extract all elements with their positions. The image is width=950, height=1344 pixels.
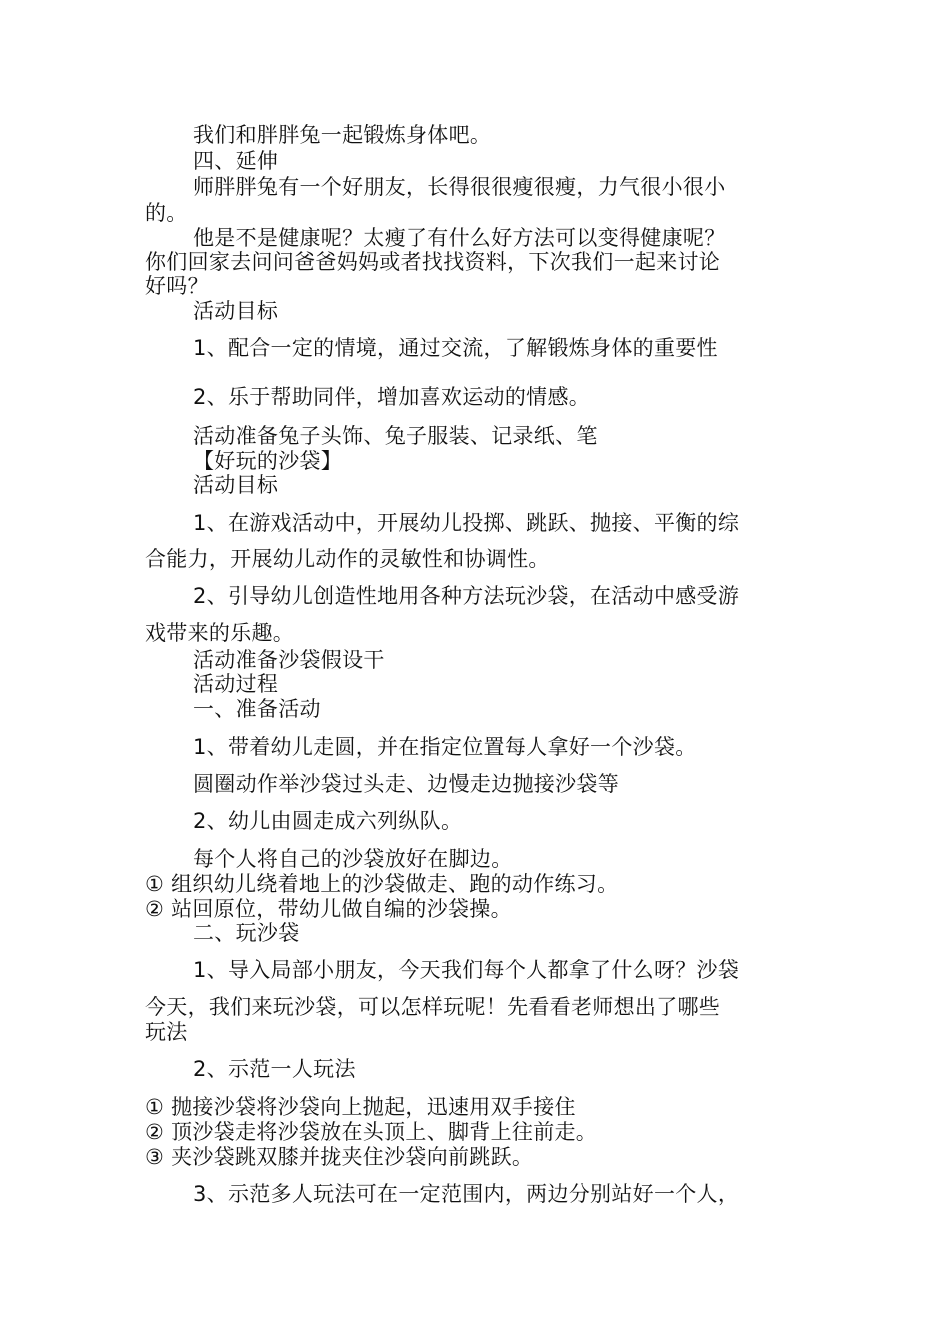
- text-line: 我们和胖胖兔一起锻炼身体吧。: [193, 123, 492, 147]
- text-line: 1、在游戏活动中，开展幼儿投掷、跳跃、抛接、平衡的综: [193, 511, 740, 535]
- section-heading: 活动目标: [193, 473, 279, 497]
- list-item: ① 组织幼儿绕着地上的沙袋做走、跑的动作练习。: [145, 872, 619, 896]
- section-heading: 一、准备活动: [193, 697, 321, 721]
- text-line: 每个人将自己的沙袋放好在脚边。: [193, 847, 513, 871]
- list-item: ② 站回原位，带幼儿做自编的沙袋操。: [145, 897, 512, 921]
- text-line: 2、幼儿由圆走成六列纵队。: [193, 809, 463, 833]
- text-line: 2、示范一人玩法: [193, 1057, 356, 1081]
- section-heading: 【好玩的沙袋】: [193, 449, 343, 473]
- text-line: 合能力，开展幼儿动作的灵敏性和协调性。: [145, 547, 550, 571]
- text-line: 的。: [145, 201, 188, 225]
- text-line: 2、乐于帮助同伴，增加喜欢运动的情感。: [193, 385, 591, 409]
- text-line: 活动准备沙袋假设干: [193, 648, 385, 672]
- section-heading: 活动过程: [193, 672, 279, 696]
- text-line: 师胖胖兔有一个好朋友，长得很很瘦很瘦，力气很小很小: [193, 175, 726, 199]
- text-line: 他是不是健康呢？太瘦了有什么好方法可以变得健康呢？: [193, 226, 726, 250]
- text-line: 玩法: [145, 1020, 188, 1044]
- text-line: 圆圈动作举沙袋过头走、边慢走边抛接沙袋等: [193, 772, 619, 796]
- text-line: 2、引导幼儿创造性地用各种方法玩沙袋，在活动中感受游: [193, 584, 740, 608]
- list-item: ① 抛接沙袋将沙袋向上抛起，迅速用双手接住: [145, 1095, 576, 1119]
- text-line: 1、导入局部小朋友，今天我们每个人都拿了什么呀？沙袋: [193, 958, 740, 982]
- section-heading: 二、玩沙袋: [193, 921, 300, 945]
- text-line: 3、示范多人玩法可在一定范围内，两边分别站好一个人，: [193, 1182, 740, 1206]
- text-line: 1、配合一定的情境，通过交流，了解锻炼身体的重要性: [193, 336, 718, 360]
- text-line: 你们回家去问问爸爸妈妈或者找找资料，下次我们一起来讨论: [145, 250, 721, 274]
- text-line: 好吗？: [145, 274, 209, 298]
- text-line: 活动准备兔子头饰、兔子服装、记录纸、笔: [193, 424, 598, 448]
- text-line: 1、带着幼儿走圆，并在指定位置每人拿好一个沙袋。: [193, 735, 697, 759]
- text-line: 今天，我们来玩沙袋，可以怎样玩呢！先看看老师想出了哪些: [145, 995, 721, 1019]
- section-heading: 活动目标: [193, 299, 279, 323]
- list-item: ② 顶沙袋走将沙袋放在头顶上、脚背上往前走。: [145, 1120, 598, 1144]
- section-heading: 四、延伸: [193, 149, 279, 173]
- list-item: ③ 夹沙袋跳双膝并拢夹住沙袋向前跳跃。: [145, 1145, 534, 1169]
- text-line: 戏带来的乐趣。: [145, 621, 295, 645]
